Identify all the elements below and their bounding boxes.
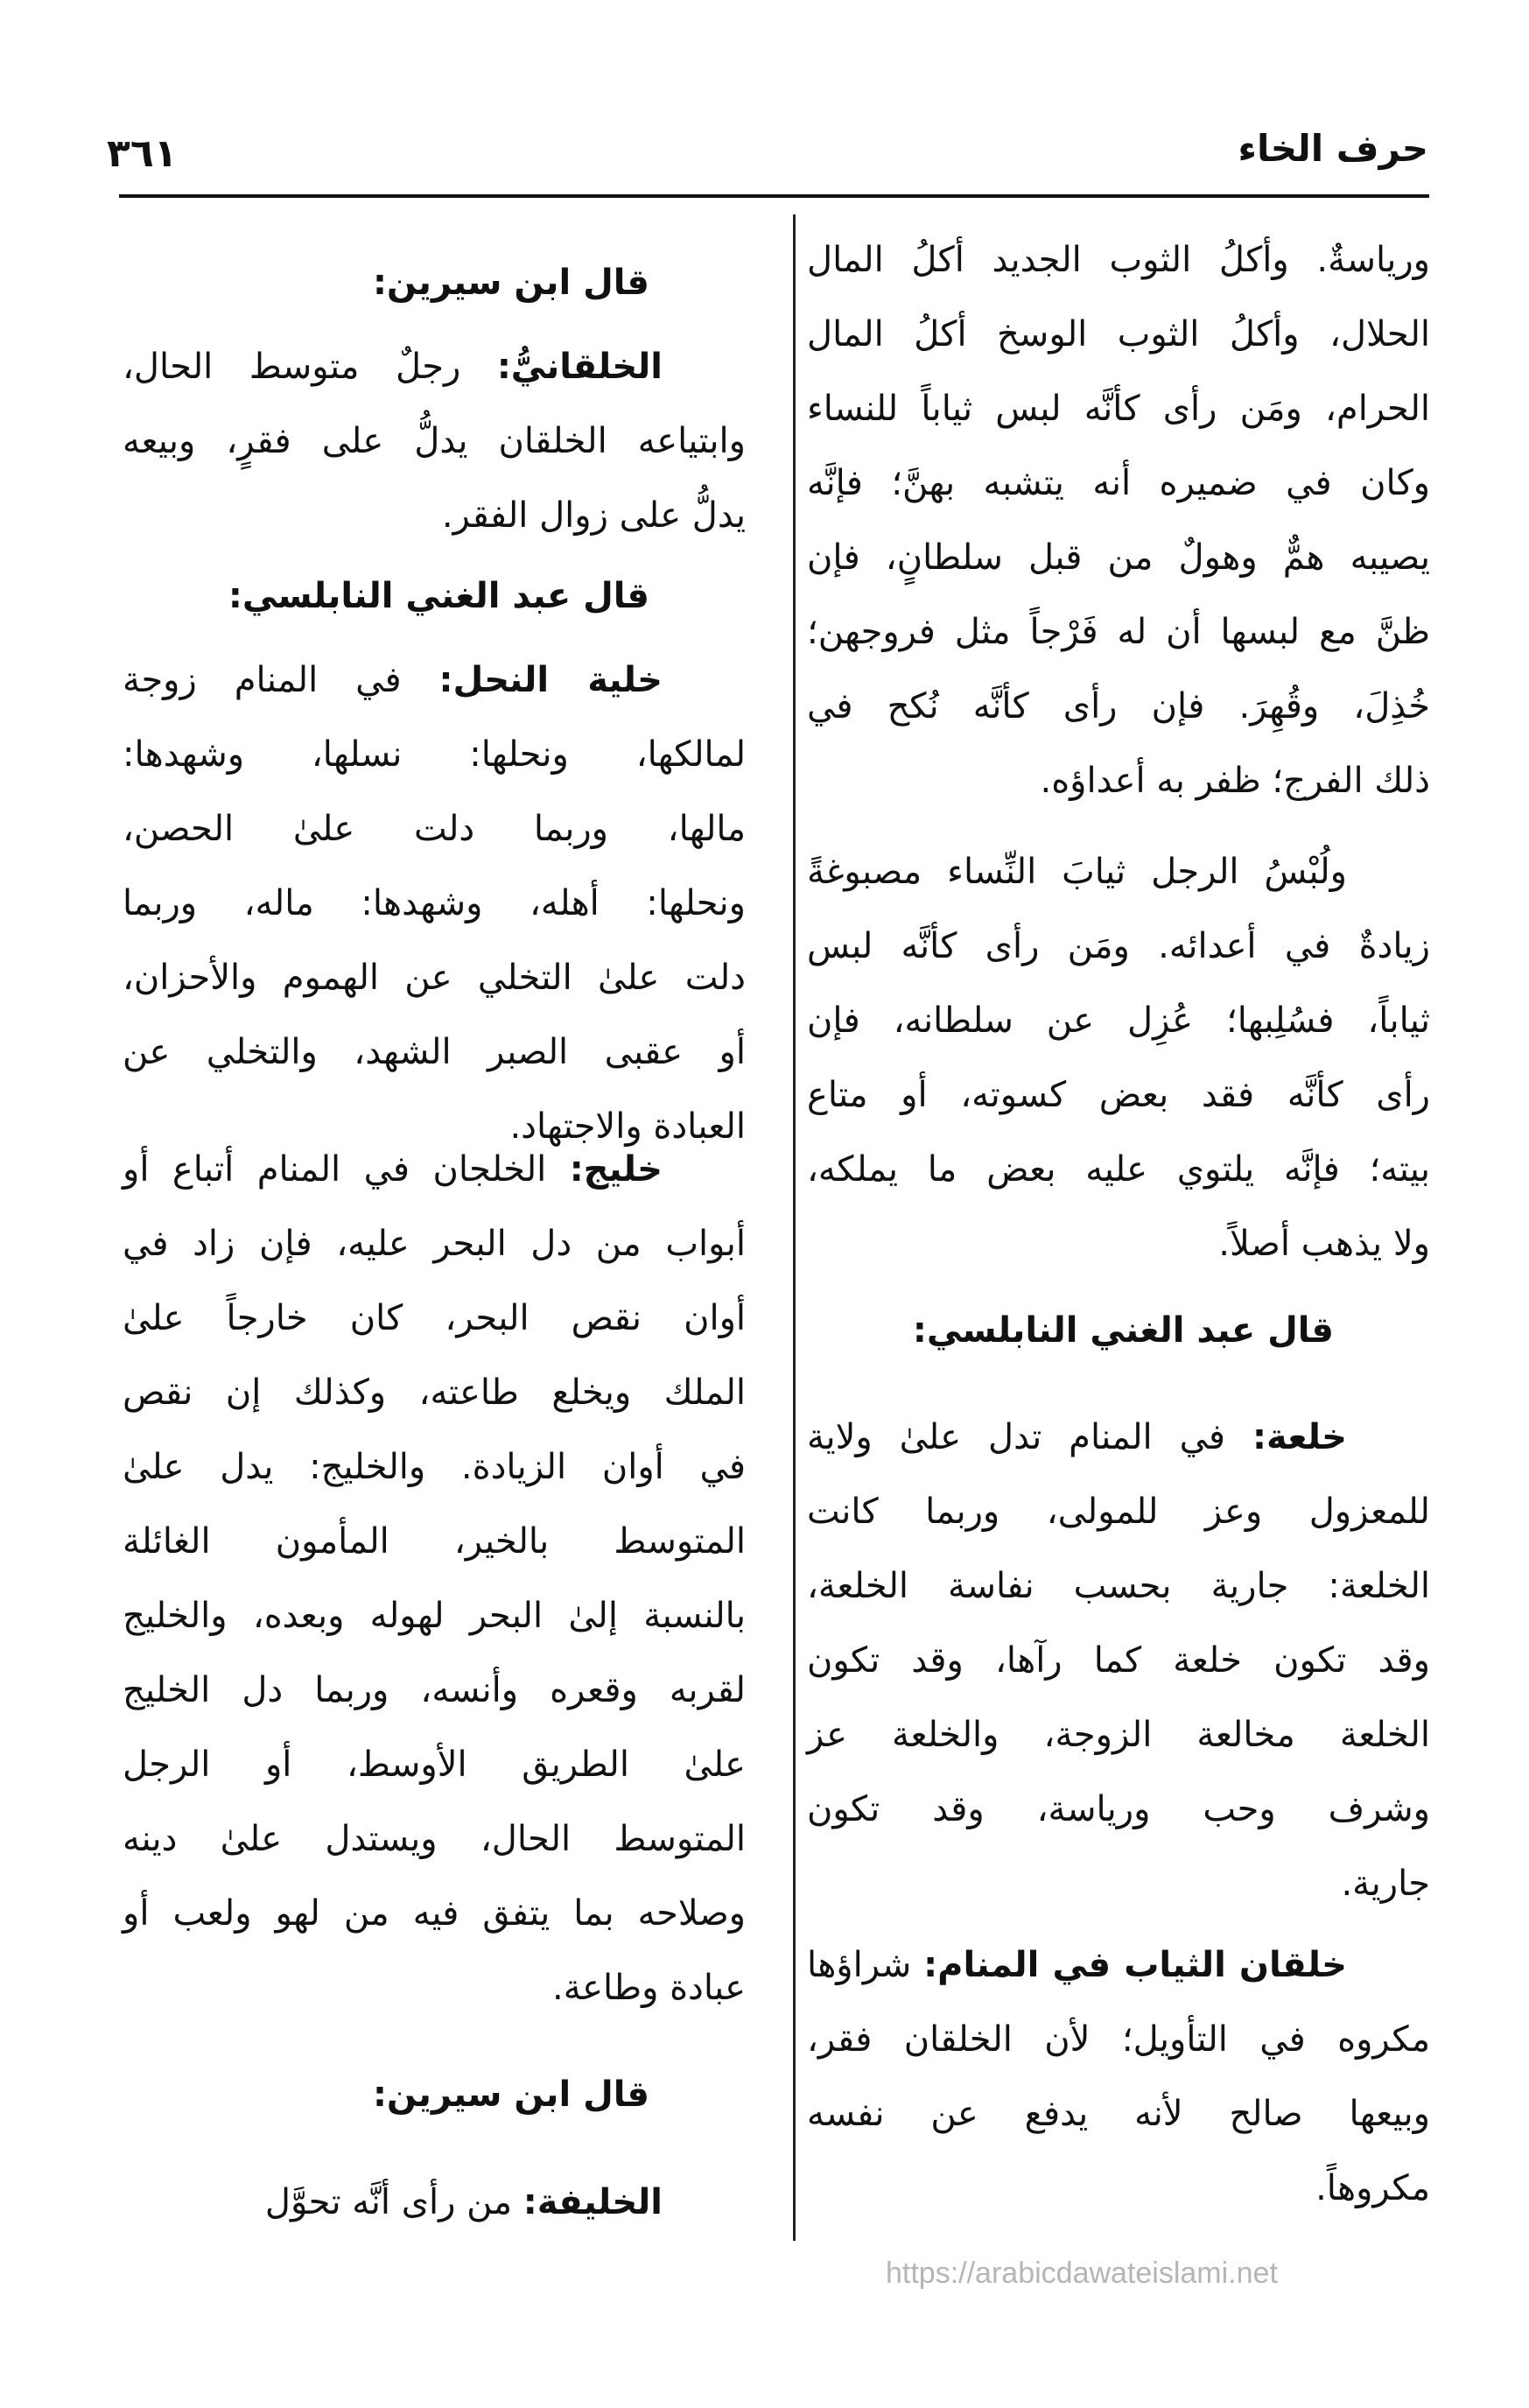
text-line xyxy=(807,298,1430,372)
line-text: وقد تكون خلعة كما رآها، وقد تكون xyxy=(807,1640,1430,1681)
line-text: من رأى أنَّه تحوَّل xyxy=(264,2182,523,2222)
text-line xyxy=(807,446,1430,521)
text-line xyxy=(123,643,746,718)
text-line xyxy=(123,479,746,553)
line-text: وكان في ضميره أنه يتشبه بهنَّ؛ فإنَّه xyxy=(807,463,1430,503)
running-header-title: حرف الخاء xyxy=(1238,127,1428,170)
entry-term: الخليفة: xyxy=(523,2182,663,2222)
text-line xyxy=(807,2077,1430,2152)
text-line xyxy=(807,1773,1430,1847)
paragraph xyxy=(123,1133,746,2025)
text-line xyxy=(807,1698,1430,1773)
line-text: علىٰ الطريق الأوسط، أو الرجل xyxy=(123,1745,746,1785)
page-number: ٣٦١ xyxy=(107,131,178,176)
line-text: وابتياعه الخلقان يدلُّ على فقرٍ، وبيعه xyxy=(123,421,746,461)
entry-term: الخلقانيُّ: xyxy=(496,347,663,387)
text-line xyxy=(123,1133,746,1207)
section-heading xyxy=(807,1294,1430,1368)
line-text: العبادة والاجتهاد. xyxy=(509,1106,746,1147)
section-heading xyxy=(123,2058,746,2132)
text-line xyxy=(123,1951,746,2025)
line-text: في المنام زوجة xyxy=(123,660,439,700)
heading-text: قال عبد الغني النابلسي: xyxy=(912,1310,1334,1351)
line-text: بالنسبة إلىٰ البحر لهوله وبعده، والخليج xyxy=(123,1596,746,1636)
line-text: الخلعة: جارية بحسب نفاسة الخلعة، xyxy=(807,1566,1430,1606)
text-line xyxy=(807,984,1430,1058)
section-heading xyxy=(123,246,746,320)
column-divider xyxy=(793,214,796,2241)
text-line xyxy=(807,1058,1430,1133)
text-line xyxy=(123,2166,746,2240)
line-text: الخلعة مخالعة الزوجة، والخلعة عز xyxy=(807,1715,1430,1755)
text-line xyxy=(807,670,1430,744)
text-line xyxy=(123,718,746,792)
line-text: رجلٌ متوسط الحال، xyxy=(123,347,497,387)
text-line xyxy=(123,1281,746,1356)
line-text: ظنَّ مع لبسها أن له فَرْجاً مثل فروجهن؛ xyxy=(807,612,1430,652)
line-text: في أوان الزيادة. والخليج: يدل علىٰ xyxy=(123,1447,746,1487)
text-line xyxy=(123,330,746,404)
text-line xyxy=(123,1877,746,1951)
text-line xyxy=(123,404,746,479)
line-text: ورياسةٌ. وأكلُ الثوب الجديد أكلُ المال xyxy=(807,240,1430,280)
line-text: وشرف وحب ورياسة، وقد تكون xyxy=(807,1789,1430,1829)
entry-term: خلقان الثياب في المنام: xyxy=(923,1945,1347,1985)
line-text: ولا يذهب أصلاً. xyxy=(1218,1224,1430,1264)
text-line xyxy=(123,867,746,941)
line-text: ولُبْسُ الرجل ثيابَ النِّساء مصبوغةً xyxy=(807,852,1347,892)
text-line xyxy=(807,2152,1430,2226)
text-line xyxy=(123,1728,746,1802)
text-line xyxy=(807,1207,1430,1281)
paragraph xyxy=(123,330,746,553)
line-text: زيادةٌ في أعدائه. ومَن رأى كأنَّه لبس xyxy=(807,926,1430,966)
paragraph xyxy=(123,2166,746,2240)
line-text: مكروه في التأويل؛ لأن الخلقان فقر، xyxy=(807,2019,1430,2060)
paragraph xyxy=(807,1928,1430,2226)
line-text: لمالكها، ونحلها: نسلها، وشهدها: xyxy=(123,734,746,775)
line-text: ونحلها: أهله، وشهدها: ماله، وربما xyxy=(123,883,746,923)
text-line xyxy=(807,2003,1430,2077)
line-text: أبواب من دل البحر عليه، فإن زاد في xyxy=(123,1224,746,1264)
text-line xyxy=(807,835,1430,909)
line-text: الحلال، وأكلُ الثوب الوسخ أكلُ المال xyxy=(807,314,1430,355)
text-line xyxy=(123,1653,746,1728)
text-line xyxy=(807,1475,1430,1549)
line-text: مالها، وربما دلت علىٰ الحصن، xyxy=(123,809,746,849)
line-text: جارية. xyxy=(1341,1864,1430,1904)
text-line xyxy=(807,1133,1430,1207)
line-text: الحرام، ومَن رأى كأنَّه لبس ثياباً للنساء xyxy=(807,389,1430,429)
line-text: الخلجان في المنام أتباع أو xyxy=(123,1149,570,1190)
line-text: وصلاحه بما يتفق فيه من لهو ولعب أو xyxy=(123,1893,746,1934)
line-text: أوان نقص البحر، كان خارجاً علىٰ xyxy=(123,1298,746,1338)
line-text: خُذِلَ، وقُهِرَ. فإن رأى كأنَّه نُكح في xyxy=(807,686,1430,727)
entry-term: خلعة: xyxy=(1252,1417,1347,1457)
paragraph xyxy=(807,835,1430,1281)
text-line xyxy=(807,521,1430,595)
heading-text: قال ابن سيرين: xyxy=(372,2075,649,2115)
line-text: المتوسط بالخير، المأمون الغائلة xyxy=(123,1521,746,1562)
line-text: ثياباً، فسُلِبها؛ عُزِل عن سلطانه، فإن xyxy=(807,1000,1430,1041)
paragraph xyxy=(123,643,746,1164)
line-text: يدلُّ على زوال الفقر. xyxy=(441,495,746,536)
line-text: عبادة وطاعة. xyxy=(552,1968,746,2008)
line-text: المتوسط الحال، ويستدل علىٰ دينه xyxy=(123,1819,746,1859)
line-text: رأى كأنَّه فقد بعض كسوته، أو متاع xyxy=(807,1075,1430,1115)
line-text: في المنام تدل علىٰ ولاية xyxy=(807,1417,1252,1457)
text-line xyxy=(807,372,1430,446)
entry-term: خليج: xyxy=(569,1149,663,1190)
entry-term: خلية النحل: xyxy=(438,660,663,700)
text-line xyxy=(123,941,746,1015)
text-line xyxy=(123,1015,746,1090)
text-line xyxy=(807,1401,1430,1475)
text-line xyxy=(807,1928,1430,2003)
line-text: دلت علىٰ التخلي عن الهموم والأحزان، xyxy=(123,958,746,998)
section-heading xyxy=(123,559,746,634)
line-text: أو عقبى الصبر الشهد، والتخلي عن xyxy=(123,1032,746,1072)
text-line xyxy=(807,744,1430,818)
line-text: لقربه وقعره وأنسه، وربما دل الخليج xyxy=(123,1670,746,1710)
line-text: الملك ويخلع طاعته، وكذلك إن نقص xyxy=(123,1372,746,1413)
text-line xyxy=(807,1549,1430,1624)
paragraph xyxy=(807,223,1430,818)
text-line xyxy=(123,1430,746,1505)
text-line xyxy=(807,1624,1430,1698)
line-text: بيته؛ فإنَّه يلتوي عليه بعض ما يملكه، xyxy=(807,1149,1430,1190)
text-line xyxy=(123,1802,746,1877)
heading-text: قال عبد الغني النابلسي: xyxy=(228,576,649,616)
text-line xyxy=(807,909,1430,984)
text-line xyxy=(123,1505,746,1579)
watermark-url: https://arabicdawateislami.net xyxy=(886,2257,1278,2290)
line-text: مكروهاً. xyxy=(1315,2168,1430,2208)
line-text: شراؤها xyxy=(807,1945,924,1985)
text-line xyxy=(123,1356,746,1430)
text-line xyxy=(807,1847,1430,1921)
text-line xyxy=(123,792,746,867)
line-text: للمعزول وعز للمولى، وربما كانت xyxy=(807,1492,1430,1532)
line-text: وبيعها صالح لأنه يدفع عن نفسه xyxy=(807,2094,1430,2134)
line-text: يصيبه همٌّ وهولٌ من قبل سلطانٍ، فإن xyxy=(807,537,1430,578)
text-line xyxy=(807,595,1430,670)
header-rule xyxy=(119,194,1429,198)
text-line xyxy=(123,1579,746,1653)
line-text: ذلك الفرج؛ ظفر به أعداؤه. xyxy=(1040,761,1430,801)
text-line xyxy=(807,223,1430,298)
paragraph xyxy=(807,1401,1430,1921)
heading-text: قال ابن سيرين: xyxy=(372,263,649,303)
text-line xyxy=(123,1207,746,1281)
